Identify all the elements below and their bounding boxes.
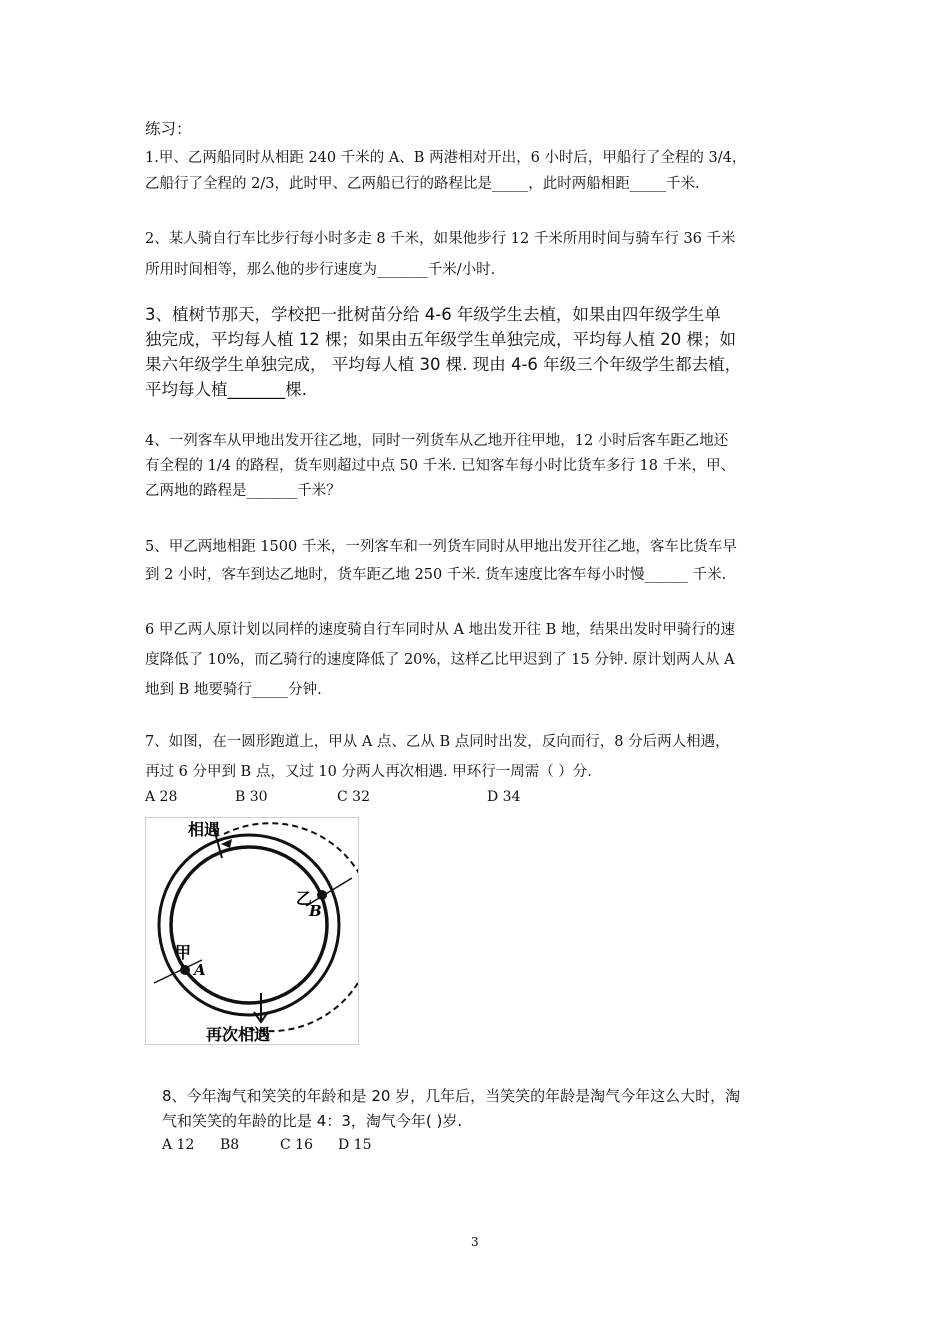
option-d: D 15 <box>338 1137 372 1153</box>
option-b: B8 <box>220 1137 240 1153</box>
option-b: B 30 <box>235 789 268 805</box>
label-yi: 乙 <box>296 889 313 908</box>
problem-line: 有全程的 1/4 的路程，货车则超过中点 50 千米. 已知客车每小时比货车多行 18 千米，甲、 <box>145 458 736 474</box>
problem-line: 再过 6 分甲到 B 点，又过 10 分两人再次相遇. 甲环行一周需（ ）分. <box>145 764 592 780</box>
problem-line: 1.甲、乙两船同时从相距 240 千米的 A、B 两港相对开出，6 小时后，甲船行了全程的 3/4， <box>145 150 747 166</box>
problem-line: 度降低了 10%，而乙骑行的速度降低了 20%，这样乙比甲迟到了 15 分钟. 原计划两人从 A <box>145 652 735 668</box>
problem-line: 所用时间相等，那么他的步行速度为_______千米/小时. <box>145 262 496 278</box>
options-row <box>145 789 521 805</box>
problem-line: 8、今年淘气和笑笑的年龄和是 20 岁，几年后，当笑笑的年龄是淘气今年这么大时，淘 <box>162 1087 741 1105</box>
problem-line: 到 2 小时，客车到达乙地时，货车距乙地 250 千米. 货车速度比客车每小时慢______ 千米. <box>145 567 727 583</box>
outer-track-circle <box>159 835 339 1015</box>
problem-line: 3、植树节那天，学校把一批树苗分给 4-6 年级学生去植，如果由四年级学生单 <box>145 305 721 324</box>
problem-line: 5、甲乙两地相距 1500 千米，一列客车和一列货车同时从甲地出发开往乙地，客车比货车早 <box>145 539 737 555</box>
problem-line: 气和笑笑的年龄的比是 4：3，淘气今年( )岁. <box>162 1112 463 1130</box>
label-jia: 甲 <box>175 943 192 962</box>
label-a: A <box>194 961 206 979</box>
point-b-dot <box>317 890 327 900</box>
problem-line: 4、一列客车从甲地出发开往乙地，同时一列货车从乙地开往甲地，12 小时后客车距乙地还 <box>145 433 729 449</box>
label-meet: 相遇 <box>188 820 221 839</box>
option-c: C 16 <box>280 1137 313 1153</box>
track-figure <box>145 817 359 1045</box>
circular-track-diagram <box>146 818 358 1044</box>
option-c: C 32 <box>337 789 370 805</box>
page-number: 3 <box>471 1235 479 1249</box>
problem-line: 乙船行了全程的 2/3，此时甲、乙两船已行的路程比是_____，此时两船相距_____千米. <box>145 176 700 192</box>
problem-line: 独完成，平均每人植 12 棵；如果由五年级学生单独完成，平均每人植 20 棵；如 <box>145 330 736 349</box>
label-meet-again: 再次相遇 <box>206 1025 271 1044</box>
problem-line: 7、如图，在一圆形跑道上，甲从 A 点、乙从 B 点同时出发，反向而行，8 分后两人相遇， <box>145 734 730 750</box>
option-a: A 28 <box>145 789 178 805</box>
problem-line: 地到 B 地要骑行_____分钟. <box>145 682 322 698</box>
problem-line: 6 甲乙两人原计划以同样的速度骑自行车同时从 A 地出发开往 B 地，结果出发时甲骑行的速 <box>145 622 735 638</box>
problem-line: 果六年级学生单独完成， 平均每人植 30 棵. 现由 4-6 年级三个年级学生都去植， <box>145 355 742 374</box>
inner-track-circle <box>171 847 327 1003</box>
exercise-heading: 练习： <box>145 120 192 138</box>
problem-line: 平均每人植_______棵. <box>145 380 307 399</box>
option-d: D 34 <box>487 789 521 805</box>
problem-line: 乙两地的路程是_______千米？ <box>145 483 341 499</box>
options-row <box>162 1137 372 1153</box>
label-b: B <box>309 902 322 920</box>
point-a-dot <box>180 965 190 975</box>
option-a: A 12 <box>162 1137 195 1153</box>
problem-line: 2、某人骑自行车比步行每小时多走 8 千米，如果他步行 12 千米所用时间与骑车行 36 千米 <box>145 231 736 247</box>
